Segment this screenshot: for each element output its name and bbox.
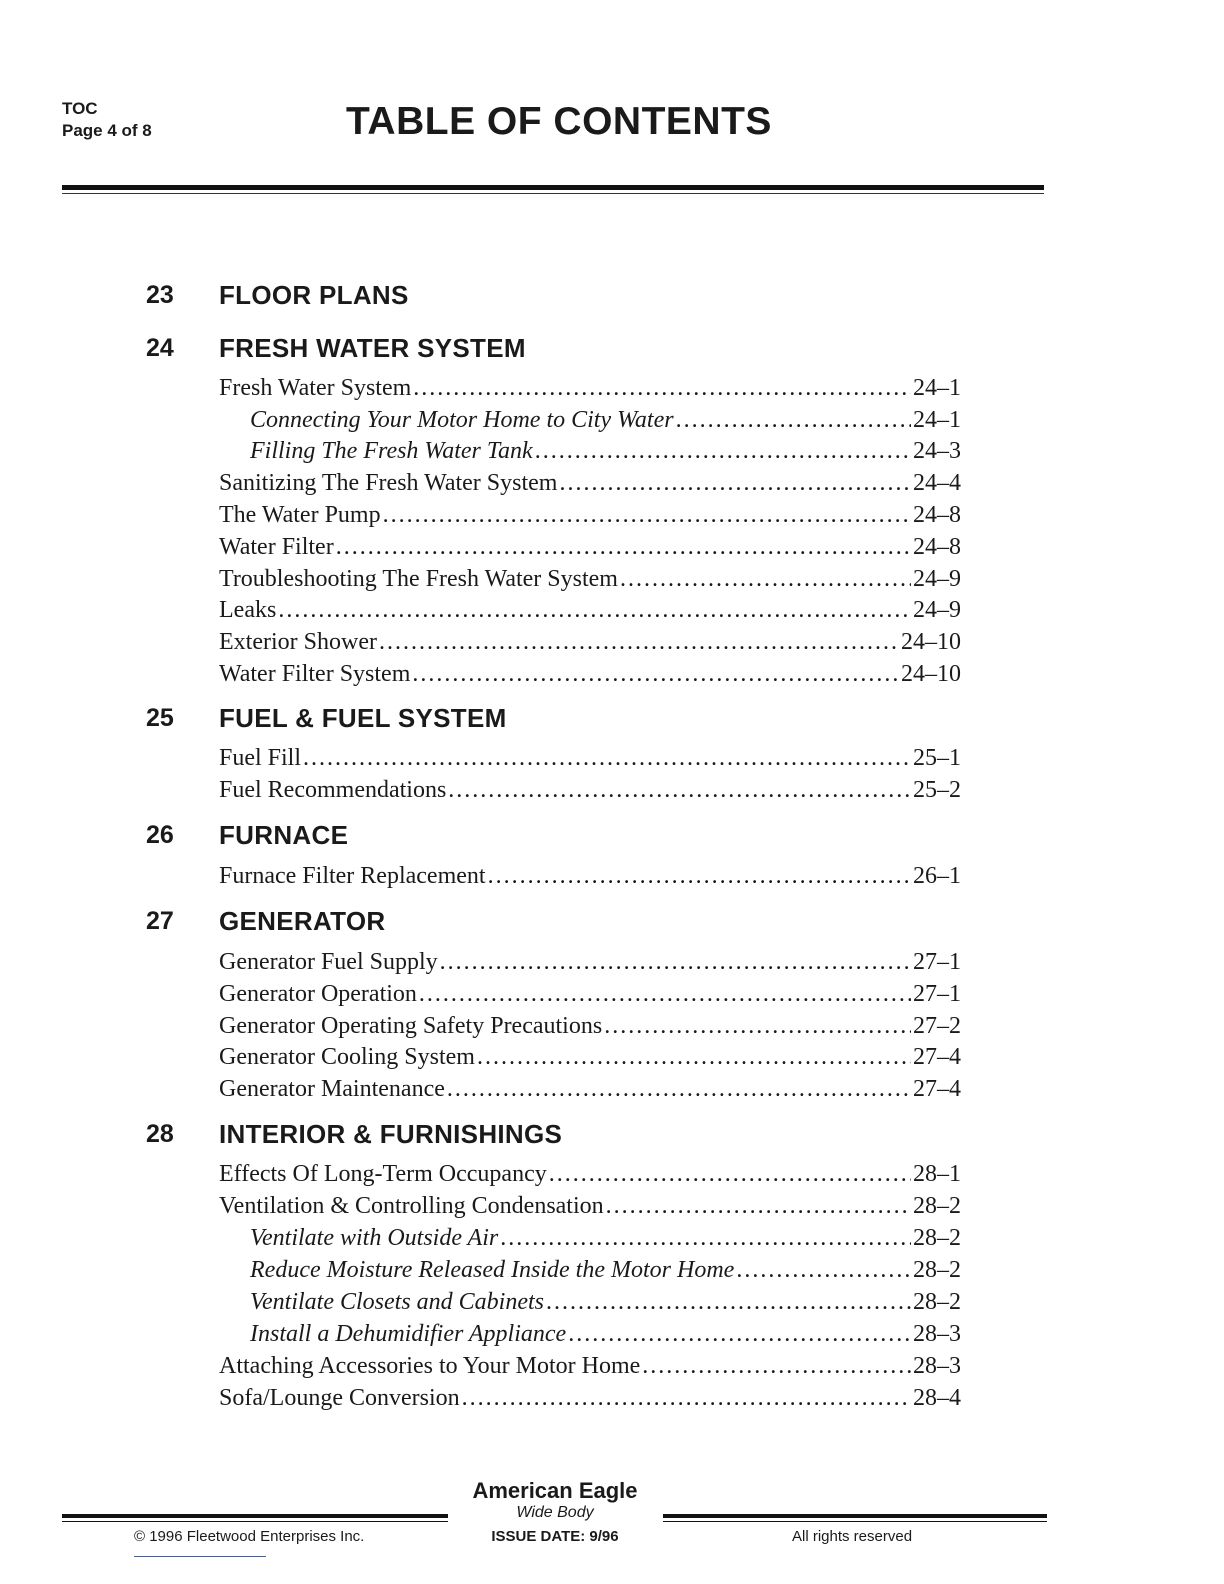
footer-rights: All rights reserved [792, 1528, 913, 1545]
entry-page: 28–2 [913, 1257, 961, 1283]
dot-leader [606, 1190, 911, 1222]
dot-leader [535, 435, 911, 467]
section-title: FURNACE [219, 820, 349, 850]
entry-page: 28–2 [913, 1225, 961, 1251]
toc-subentry[interactable] [250, 1222, 961, 1254]
entry-label: Effects Of Long-Term Occupancy [219, 1161, 547, 1187]
entry-page: 27–2 [913, 1013, 961, 1039]
toc-entry[interactable] [219, 499, 961, 531]
entry-label: Furnace Filter Replacement [219, 863, 486, 889]
toc-entry[interactable] [219, 1073, 961, 1105]
entry-page: 24–9 [913, 566, 961, 592]
toc-entry[interactable] [219, 774, 961, 806]
toc-entry[interactable] [219, 1190, 961, 1222]
dot-leader [620, 563, 911, 595]
entry-label: The Water Pump [219, 502, 381, 528]
entry-page: 28–2 [913, 1289, 961, 1315]
entry-label: Install a Dehumidifier Appliance [250, 1321, 567, 1347]
entry-label: Generator Maintenance [219, 1076, 445, 1102]
entry-label: Ventilation & Controlling Condensation [219, 1193, 604, 1219]
entry-page: 27–4 [913, 1044, 961, 1070]
entry-label: Fuel Fill [219, 745, 302, 771]
header-rule [62, 185, 1044, 190]
toc-entry[interactable] [219, 372, 961, 404]
page-indicator: Page 4 of 8 [62, 121, 152, 140]
entry-page: 26–1 [913, 863, 961, 889]
dot-leader [336, 531, 911, 563]
entry-page: 24–10 [901, 661, 961, 687]
toc-code: TOC [62, 99, 98, 118]
dot-leader [413, 372, 911, 404]
entry-label: Fresh Water System [219, 375, 412, 401]
dot-leader [462, 1382, 911, 1414]
dot-leader [642, 1350, 911, 1382]
toc-entry[interactable] [219, 467, 961, 499]
dot-leader [549, 1158, 911, 1190]
header-rule-thin [62, 193, 1044, 194]
entry-page: 25–1 [913, 745, 961, 771]
dot-leader [736, 1254, 911, 1286]
entry-label: Fuel Recommendations [219, 777, 447, 803]
toc-subentry[interactable] [250, 435, 961, 467]
footer-copyright: © 1996 Fleetwood Enterprises Inc. [134, 1528, 365, 1545]
footer-brand: American Eagle [472, 1478, 638, 1503]
page-title: TABLE OF CONTENTS [346, 100, 772, 143]
entry-label: Sofa/Lounge Conversion [219, 1385, 460, 1411]
footer-issue-date: ISSUE DATE: 9/96 [491, 1528, 619, 1545]
entry-page: 24–10 [901, 629, 961, 655]
dot-leader [303, 742, 911, 774]
toc-entry[interactable] [219, 531, 961, 563]
footer-rule-left [62, 1514, 448, 1518]
entry-label: Exterior Shower [219, 629, 377, 655]
toc-entry[interactable] [219, 594, 961, 626]
entry-page: 24–1 [913, 407, 961, 433]
dot-leader [568, 1318, 911, 1350]
toc-entry[interactable] [219, 1158, 961, 1190]
dot-leader [477, 1041, 911, 1073]
entry-page: 28–1 [913, 1161, 961, 1187]
entry-page: 24–8 [913, 534, 961, 560]
entry-label: Generator Operating Safety Precautions [219, 1013, 603, 1039]
dot-leader [500, 1222, 911, 1254]
entry-page: 24–1 [913, 375, 961, 401]
dot-leader [383, 499, 911, 531]
dot-leader [448, 774, 911, 806]
dot-leader [440, 946, 911, 978]
entry-page: 25–2 [913, 777, 961, 803]
entry-page: 27–1 [913, 981, 961, 1007]
entry-page: 24–3 [913, 438, 961, 464]
entry-label: Ventilate Closets and Cabinets [250, 1289, 544, 1315]
entry-label: Generator Fuel Supply [219, 949, 438, 975]
section-number: 23 [146, 281, 174, 309]
section-title: FRESH WATER SYSTEM [219, 333, 526, 363]
entry-label: Generator Operation [219, 981, 417, 1007]
entry-label: Connecting Your Motor Home to City Water [250, 407, 674, 433]
dot-leader [278, 594, 911, 626]
entry-page: 24–8 [913, 502, 961, 528]
entry-page: 24–9 [913, 597, 961, 623]
toc-subentry[interactable] [250, 1286, 961, 1318]
footer-rule-right-thin [663, 1521, 1047, 1522]
toc-entry[interactable] [219, 1382, 961, 1414]
section-number: 25 [146, 704, 174, 732]
entry-page: 28–4 [913, 1385, 961, 1411]
entry-page: 28–3 [913, 1353, 961, 1379]
entry-label: Filling The Fresh Water Tank [250, 438, 533, 464]
footer-model: Wide Body [516, 1504, 594, 1521]
dot-leader [412, 658, 899, 690]
dot-leader [419, 978, 911, 1010]
entry-label: Troubleshooting The Fresh Water System [219, 566, 618, 592]
section-number: 26 [146, 821, 174, 849]
entry-label: Leaks [219, 597, 277, 623]
dot-leader [379, 626, 899, 658]
section-title: FLOOR PLANS [219, 280, 409, 310]
footer-rule-right [663, 1514, 1047, 1518]
dot-leader [488, 860, 911, 892]
entry-label: Water Filter [219, 534, 334, 560]
dot-leader [447, 1073, 911, 1105]
section-title: FUEL & FUEL SYSTEM [219, 703, 507, 733]
toc-entry[interactable] [219, 1041, 961, 1073]
toc-entry[interactable] [219, 658, 961, 690]
toc-subentry[interactable] [250, 404, 961, 436]
section-title: INTERIOR & FURNISHINGS [219, 1119, 563, 1149]
toc-label [62, 98, 152, 142]
section-number: 24 [146, 334, 174, 362]
toc-entry[interactable] [219, 1350, 961, 1382]
toc-entry[interactable] [219, 946, 961, 978]
dot-leader [559, 467, 911, 499]
toc-entry[interactable] [219, 742, 961, 774]
footer-underline [134, 1556, 266, 1557]
entry-label: Sanitizing The Fresh Water System [219, 470, 558, 496]
entry-page: 28–2 [913, 1193, 961, 1219]
toc-entry[interactable] [219, 626, 961, 658]
section-number: 27 [146, 907, 174, 935]
dot-leader [546, 1286, 911, 1318]
entry-page: 24–4 [913, 470, 961, 496]
toc-entry[interactable] [219, 563, 961, 595]
entry-page: 28–3 [913, 1321, 961, 1347]
dot-leader [604, 1010, 911, 1042]
footer-rule-left-thin [62, 1521, 448, 1522]
toc-subentry[interactable] [250, 1318, 961, 1350]
entry-label: Reduce Moisture Released Inside the Motor Home [250, 1257, 735, 1283]
dot-leader [676, 404, 911, 436]
entry-page: 27–4 [913, 1076, 961, 1102]
toc-entry[interactable] [219, 1010, 961, 1042]
toc-entry[interactable] [219, 860, 961, 892]
section-number: 28 [146, 1120, 174, 1148]
entry-label: Attaching Accessories to Your Motor Home [219, 1353, 641, 1379]
toc-subentry[interactable] [250, 1254, 961, 1286]
entry-page: 27–1 [913, 949, 961, 975]
entry-label: Generator Cooling System [219, 1044, 475, 1070]
toc-entry[interactable] [219, 978, 961, 1010]
entry-label: Ventilate with Outside Air [250, 1225, 499, 1251]
section-title: GENERATOR [219, 906, 386, 936]
entry-label: Water Filter System [219, 661, 411, 687]
